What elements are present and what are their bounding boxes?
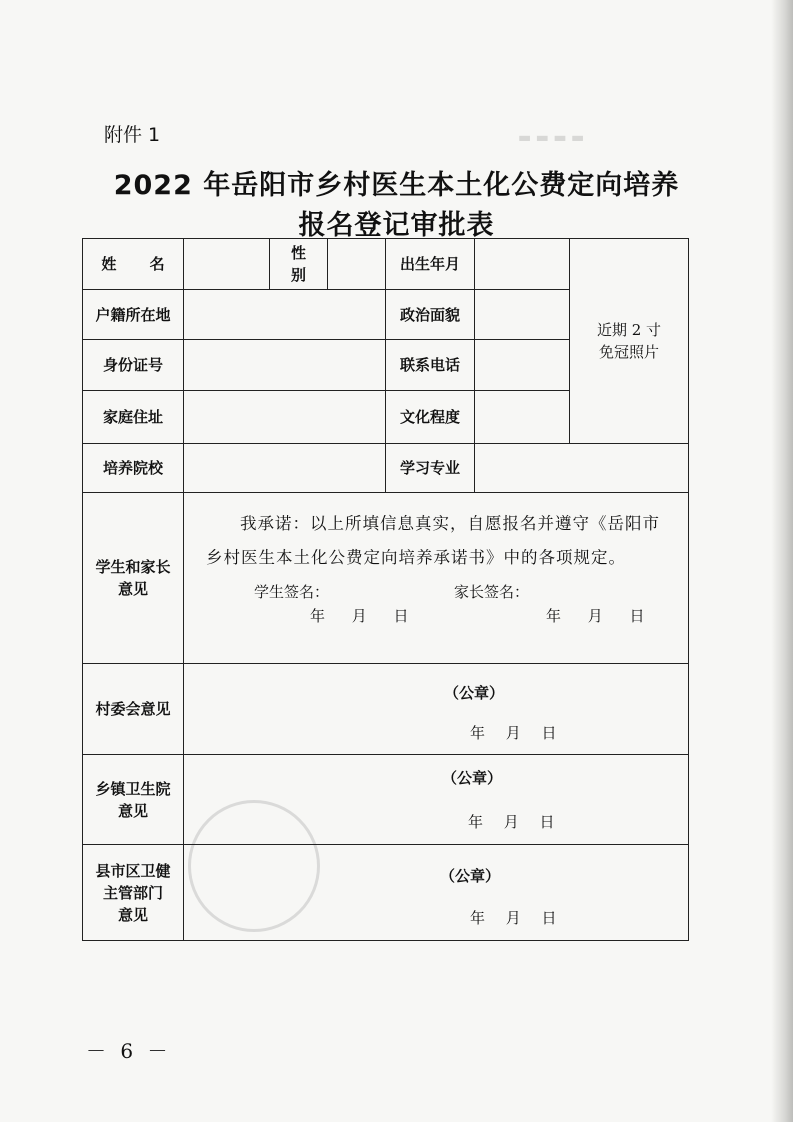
form-title-line-1: 2022 年岳阳市乡村医生本土化公费定向培养 bbox=[113, 170, 680, 201]
village-seal-label: （公章） bbox=[444, 684, 505, 702]
birth-label: 出生年月 bbox=[386, 239, 475, 290]
major-label: 学习专业 bbox=[386, 444, 475, 493]
pledge-text: 我承诺：以上所填信息真实，自愿报名并遵守《岳阳市乡村医生本土化公费定向培养承诺书》中的各项规定。 bbox=[206, 514, 660, 567]
address-field[interactable] bbox=[184, 391, 386, 444]
student-sign-date: 年 月 日 bbox=[310, 607, 409, 625]
village-opinion-cell[interactable] bbox=[184, 664, 689, 755]
township-seal-label: （公章） bbox=[442, 769, 503, 787]
county-date: 年 月 日 bbox=[470, 909, 557, 927]
county-opinion-cell[interactable] bbox=[184, 845, 689, 941]
registration-form-table bbox=[82, 238, 689, 941]
education-field[interactable] bbox=[475, 391, 570, 444]
education-label: 文化程度 bbox=[386, 391, 475, 444]
gender-label: 性 别 bbox=[270, 239, 328, 290]
name-label: 姓 名 bbox=[83, 239, 184, 290]
phone-label: 联系电话 bbox=[386, 340, 475, 391]
student-parent-opinion-label bbox=[83, 493, 184, 664]
county-label-line-1: 县市区卫健 bbox=[95, 861, 171, 880]
id-label: 身份证号 bbox=[83, 340, 184, 391]
opinion-label-line-2: 意见 bbox=[117, 580, 148, 598]
parent-sign-date: 年 月 日 bbox=[546, 607, 645, 625]
politics-label: 政治面貌 bbox=[386, 290, 475, 340]
attachment-label: 附件 1 bbox=[104, 124, 161, 146]
school-field[interactable] bbox=[184, 444, 386, 493]
township-opinion-cell[interactable] bbox=[184, 755, 689, 845]
bleed-through-decoration: ▬ ▬ ▬ ▬ bbox=[518, 130, 585, 146]
township-label-line-1: 乡镇卫生院 bbox=[95, 779, 171, 798]
pledge-cell[interactable] bbox=[184, 493, 689, 664]
township-date: 年 月 日 bbox=[468, 813, 555, 831]
school-label: 培养院校 bbox=[83, 444, 184, 493]
name-field[interactable] bbox=[184, 239, 270, 290]
village-opinion-label: 村委会意见 bbox=[83, 664, 184, 755]
major-field[interactable] bbox=[475, 444, 689, 493]
politics-field[interactable] bbox=[475, 290, 570, 340]
photo-label-1: 近期 2 寸 bbox=[596, 321, 662, 339]
township-opinion-label bbox=[83, 755, 184, 845]
county-opinion-label bbox=[83, 845, 184, 941]
gender-field[interactable] bbox=[328, 239, 386, 290]
hukou-label: 户籍所在地 bbox=[83, 290, 184, 340]
opinion-label-line-1: 学生和家长 bbox=[95, 558, 171, 576]
address-label: 家庭住址 bbox=[83, 391, 184, 444]
phone-field[interactable] bbox=[475, 340, 570, 391]
township-label-line-2: 意见 bbox=[117, 801, 148, 820]
form-title-line-2: 报名登记审批表 bbox=[298, 210, 495, 241]
birth-field[interactable] bbox=[475, 239, 570, 290]
student-signature-label: 学生签名： bbox=[254, 583, 330, 601]
village-date: 年 月 日 bbox=[470, 724, 557, 742]
hukou-field[interactable] bbox=[184, 290, 386, 340]
page-number: － 6 － bbox=[86, 1039, 172, 1063]
id-field[interactable] bbox=[184, 340, 386, 391]
photo-box[interactable] bbox=[570, 239, 689, 444]
county-label-line-2: 主管部门 bbox=[102, 883, 163, 902]
photo-label-2: 免冠照片 bbox=[598, 343, 659, 361]
parent-signature-label: 家长签名： bbox=[454, 583, 530, 601]
county-label-line-3: 意见 bbox=[117, 905, 148, 924]
county-seal-label: （公章） bbox=[440, 867, 501, 885]
